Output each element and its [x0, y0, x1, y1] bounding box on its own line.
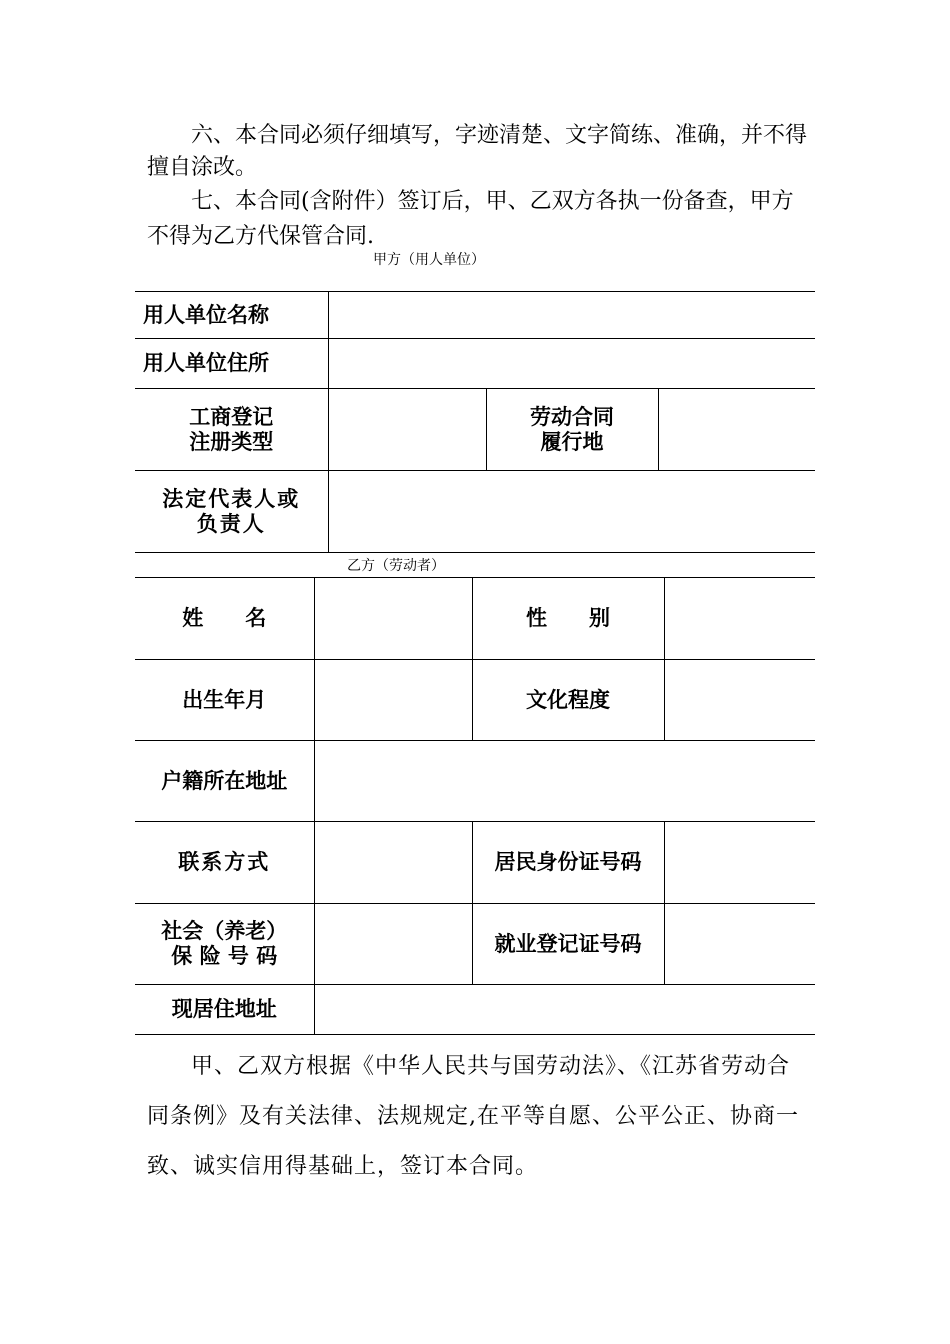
registration-type-field[interactable] [328, 389, 486, 471]
party-a-table [135, 291, 815, 553]
gender-field[interactable] [664, 578, 815, 660]
legal-rep-label-line2: 负责人 [196, 511, 266, 536]
registration-type-label-line2: 注册类型 [189, 429, 274, 454]
party-b-row-current-address [135, 985, 815, 1035]
current-address-field[interactable] [314, 985, 815, 1035]
contact-field[interactable] [314, 822, 472, 904]
employer-address-label: 用人单位住所 [135, 339, 328, 389]
employer-name-label: 用人单位名称 [135, 292, 328, 339]
registration-type-label [135, 389, 328, 471]
social-insurance-label-line1: 社会（养老） [161, 919, 288, 943]
social-insurance-label-line2: 保 险 号 码 [171, 944, 278, 968]
employment-reg-field[interactable] [664, 904, 815, 985]
party-b-row-birth [135, 660, 815, 741]
employer-name-field[interactable] [328, 292, 815, 339]
social-insurance-field[interactable] [314, 904, 472, 985]
education-field[interactable] [664, 660, 815, 741]
id-number-field[interactable] [664, 822, 815, 904]
party-b-caption: 乙方（劳动者） [347, 558, 445, 574]
household-address-field[interactable] [314, 741, 815, 822]
id-number-label: 居民身份证号码 [472, 822, 664, 904]
contract-place-field[interactable] [658, 389, 815, 471]
household-address-label: 户籍所在地址 [135, 741, 314, 822]
worker-name-field[interactable] [314, 578, 472, 660]
party-b-table [135, 577, 815, 1035]
legal-rep-label [135, 471, 328, 553]
party-a-row-address [135, 339, 815, 389]
employment-reg-label: 就业登记证号码 [472, 904, 664, 985]
party-a-caption: 甲方（用人单位） [373, 252, 485, 268]
social-insurance-label [135, 904, 314, 985]
current-address-label: 现居住地址 [135, 985, 314, 1035]
party-b-row-household [135, 741, 815, 822]
legal-rep-label-line1: 法定代表人或 [162, 486, 301, 511]
education-label: 文化程度 [472, 660, 664, 741]
party-a-row-name [135, 292, 815, 339]
preamble-paragraph: 甲、乙双方根据《中华人民共与国劳动法》、《江苏省劳动合同条例》及有关法律、法规规定,在平等自愿、公平公正、协商一致、诚实信用得基础上，签订本合同。 [147, 1054, 799, 1179]
clause-seven: 七、本合同(含附件）签订后，甲、乙双方各执一份备查，甲方不得为乙方代保管合同. [147, 189, 794, 249]
contract-place-label-line1: 劳动合同 [530, 404, 614, 429]
birth-field[interactable] [314, 660, 472, 741]
contract-place-label-line2: 履行地 [540, 429, 604, 454]
party-b-row-social [135, 904, 815, 985]
legal-rep-field[interactable] [328, 471, 815, 553]
party-b-row-contact [135, 822, 815, 904]
registration-type-label-line1: 工商登记 [189, 404, 274, 429]
contract-place-label [486, 389, 658, 471]
party-a-row-registration [135, 389, 815, 471]
party-a-row-legal-rep [135, 471, 815, 553]
gender-label: 性 别 [472, 578, 664, 660]
employer-address-field[interactable] [328, 339, 815, 389]
clause-six: 六、本合同必须仔细填写，字迹清楚、文字简练、准确，并不得擅自涂改。 [147, 123, 808, 180]
contact-label: 联系方式 [135, 822, 314, 904]
party-b-row-name [135, 578, 815, 660]
birth-label: 出生年月 [135, 660, 314, 741]
worker-name-label: 姓 名 [135, 578, 314, 660]
